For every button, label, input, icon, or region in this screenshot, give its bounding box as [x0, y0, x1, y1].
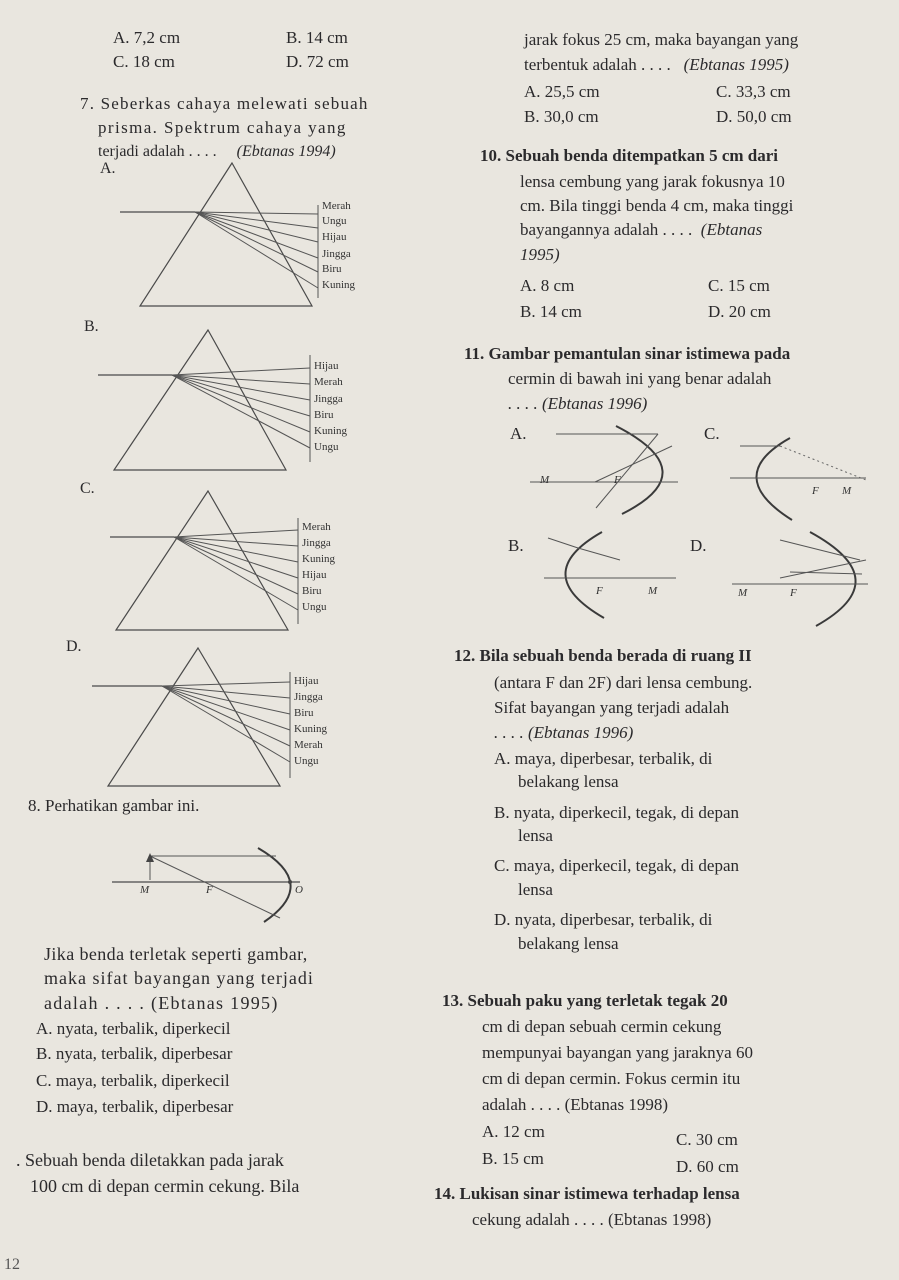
q9-line2: 100 cm di depan cermin cekung. Bila: [30, 1176, 300, 1196]
prism-d-color-1: Hijau: [294, 675, 319, 687]
q12-option-b-cont: lensa: [518, 826, 553, 845]
q12-line2: (antara F dan 2F) dari lensa cembung.: [494, 673, 753, 692]
q7-line3: terjadi adalah . . . . (Ebtanas 1994): [98, 143, 336, 160]
q6-option-a: A. 7,2 cm: [113, 28, 181, 47]
q13-option-c: C. 30 cm: [676, 1130, 738, 1149]
prism-c-color-6: Ungu: [302, 601, 327, 613]
q8-line2: maka sifat bayangan yang terjadi: [44, 968, 314, 988]
q12-line4: . . . . (Ebtanas 1996): [494, 723, 634, 742]
q7-line1: 7. Seberkas cahaya melewati sebuah: [80, 94, 369, 113]
q10-option-c: C. 15 cm: [708, 276, 770, 295]
q9-line1: . Sebuah benda diletakkan pada jarak: [16, 1150, 284, 1170]
q8-option-d: D. maya, terbalik, diperbesar: [36, 1097, 234, 1116]
q7-option-b-label: B.: [84, 318, 99, 335]
q8-title: 8. Perhatikan gambar ini.: [28, 796, 200, 815]
q11-option-d-label: D.: [690, 536, 707, 555]
q8-option-c: C. maya, terbalik, diperkecil: [36, 1071, 230, 1090]
q11-fig-c-m: M: [842, 485, 852, 497]
q11-option-c-label: C.: [704, 424, 720, 443]
q12-line3: Sifat bayangan yang terjadi adalah: [494, 698, 730, 717]
q12-option-b: B. nyata, diperkecil, tegak, di depan: [494, 803, 739, 822]
q11-fig-b-m: M: [648, 585, 658, 597]
prism-d-color-6: Ungu: [294, 755, 319, 767]
q11-fig-d-m: M: [738, 587, 748, 599]
prism-c-color-1: Merah: [302, 521, 331, 533]
q9-cont1: jarak fokus 25 cm, maka bayangan yang: [524, 30, 799, 49]
q13-option-d: D. 60 cm: [676, 1157, 739, 1176]
q6-option-b: B. 14 cm: [286, 28, 348, 47]
prism-b-color-4: Biru: [314, 409, 334, 421]
q13-option-b: B. 15 cm: [482, 1149, 544, 1168]
q7-line2: prisma. Spektrum cahaya yang: [98, 118, 347, 137]
q11-fig-a-m: M: [540, 474, 550, 486]
q13-option-a: A. 12 cm: [482, 1122, 545, 1141]
q13-line5: adalah . . . . (Ebtanas 1998): [482, 1095, 668, 1114]
q10-line5: 1995): [520, 245, 560, 264]
q12-line1: 12. Bila sebuah benda berada di ruang II: [454, 646, 752, 665]
prism-c-color-4: Hijau: [302, 569, 327, 581]
q11-line1: 11. Gambar pemantulan sinar istimewa pada: [464, 344, 791, 363]
q12-option-c: C. maya, diperkecil, tegak, di depan: [494, 856, 739, 875]
q10-line2: lensa cembung yang jarak fokusnya 10: [520, 172, 785, 191]
prism-b-color-6: Ungu: [314, 441, 339, 453]
q8-line1: Jika benda terletak seperti gambar,: [44, 944, 308, 964]
q8-label-m: M: [140, 884, 150, 896]
prism-a-color-1: Merah: [322, 200, 351, 212]
q12-option-d: D. nyata, diperbesar, terbalik, di: [494, 910, 713, 929]
q12-option-a-cont: belakang lensa: [518, 772, 619, 791]
q6-option-d: D. 72 cm: [286, 52, 349, 71]
prism-d-color-2: Jingga: [294, 691, 323, 703]
prism-b-color-3: Jingga: [314, 393, 343, 405]
q8-option-b: B. nyata, terbalik, diperbesar: [36, 1044, 233, 1063]
q8-label-o: O: [295, 884, 303, 896]
prism-a-color-2: Ungu: [322, 215, 347, 227]
q11-fig-c-f: F: [812, 485, 819, 497]
q11-line3: . . . . (Ebtanas 1996): [508, 394, 648, 413]
q9-option-b: B. 30,0 cm: [524, 107, 599, 126]
prism-a-color-5: Biru: [322, 263, 342, 275]
q8-label-f: F: [206, 884, 213, 896]
page-number: 12: [4, 1256, 20, 1273]
prism-c-color-2: Jingga: [302, 537, 331, 549]
prism-b-color-5: Kuning: [314, 425, 347, 437]
prism-a-color-3: Hijau: [322, 231, 347, 243]
prism-a-color-4: Jingga: [322, 248, 351, 260]
q7-option-a-label: A.: [100, 160, 116, 177]
q11-fig-b-f: F: [596, 585, 603, 597]
q12-option-c-cont: lensa: [518, 880, 553, 899]
q7-option-c-label: C.: [80, 480, 95, 497]
q9-option-a: A. 25,5 cm: [524, 82, 600, 101]
q8-option-a: A. nyata, terbalik, diperkecil: [36, 1019, 231, 1038]
q12-option-a: A. maya, diperbesar, terbalik, di: [494, 749, 713, 768]
q11-line2: cermin di bawah ini yang benar adalah: [508, 369, 772, 388]
q6-option-c: C. 18 cm: [113, 52, 175, 71]
prism-c-color-5: Biru: [302, 585, 322, 597]
q13-line2: cm di depan sebuah cermin cekung: [482, 1017, 722, 1036]
q13-line4: cm di depan cermin. Fokus cermin itu: [482, 1069, 741, 1088]
q10-option-b: B. 14 cm: [520, 302, 582, 321]
prism-d-color-5: Merah: [294, 739, 323, 751]
q10-option-d: D. 20 cm: [708, 302, 771, 321]
q10-line3: cm. Bila tinggi benda 4 cm, maka tinggi: [520, 196, 794, 215]
q11-option-a-label: A.: [510, 424, 527, 443]
q11-fig-d-f: F: [790, 587, 797, 599]
q12-option-d-cont: belakang lensa: [518, 934, 619, 953]
prism-d-color-4: Kuning: [294, 723, 327, 735]
q13-line1: 13. Sebuah paku yang terletak tegak 20: [442, 991, 728, 1010]
q14-line1: 14. Lukisan sinar istimewa terhadap lensa: [434, 1184, 740, 1203]
prism-c-color-3: Kuning: [302, 553, 335, 565]
q9-cont2: terbentuk adalah . . . . (Ebtanas 1995): [524, 55, 789, 74]
q9-option-d: D. 50,0 cm: [716, 107, 792, 126]
prism-b-color-2: Merah: [314, 376, 343, 388]
prism-d-color-3: Biru: [294, 707, 314, 719]
q8-line3: adalah . . . . (Ebtanas 1995): [44, 993, 279, 1013]
q10-option-a: A. 8 cm: [520, 276, 575, 295]
q11-fig-a-f: F: [614, 474, 621, 486]
q7-option-d-label: D.: [66, 638, 82, 655]
q10-line4: bayangannya adalah . . . . (Ebtanas: [520, 220, 763, 239]
q14-line2: cekung adalah . . . . (Ebtanas 1998): [472, 1210, 712, 1229]
q11-option-b-label: B.: [508, 536, 524, 555]
prism-b-color-1: Hijau: [314, 360, 339, 372]
q10-line1: 10. Sebuah benda ditempatkan 5 cm dari: [480, 146, 779, 165]
prism-a-color-6: Kuning: [322, 279, 355, 291]
q13-line3: mempunyai bayangan yang jaraknya 60: [482, 1043, 753, 1062]
q9-option-c: C. 33,3 cm: [716, 82, 791, 101]
